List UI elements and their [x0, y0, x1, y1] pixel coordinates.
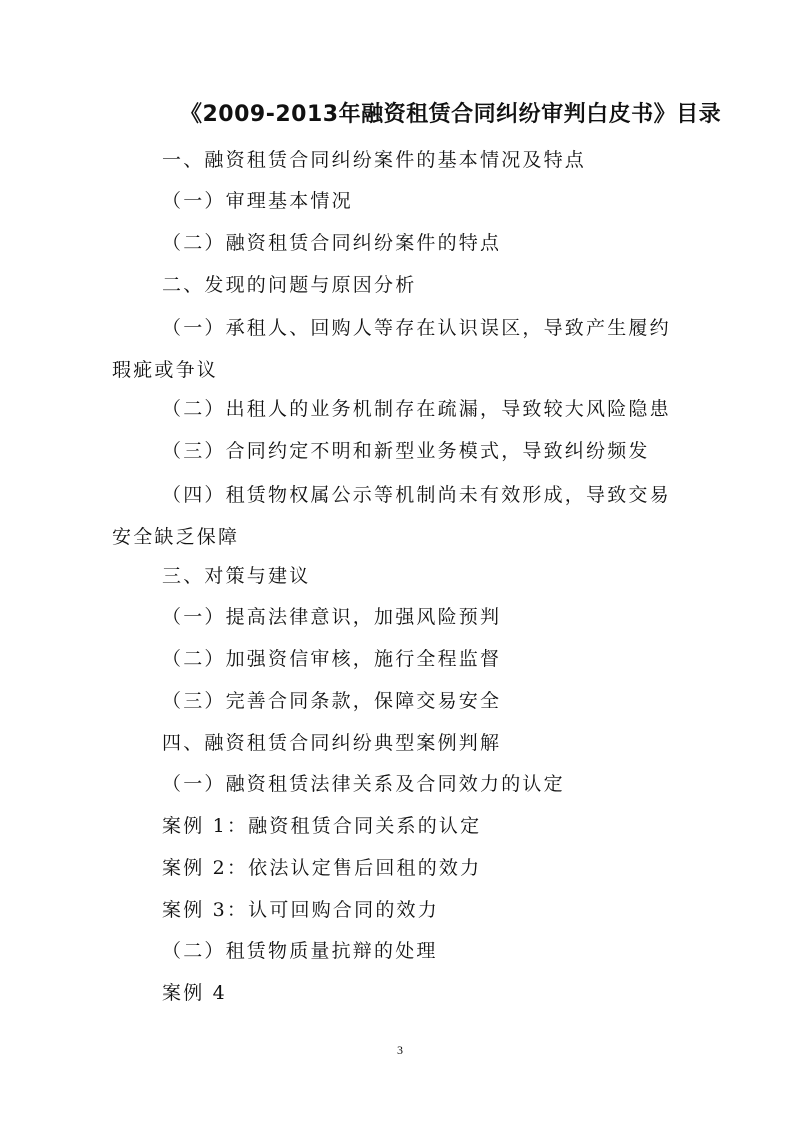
toc-entry-section-4: 四、融资租赁合同纠纷典型案例判解 [162, 732, 502, 754]
toc-entry-section-1-2: （二）融资租赁合同纠纷案件的特点 [162, 232, 502, 254]
toc-entry-section-1-1: （一）审理基本情况 [162, 190, 353, 212]
document-title: 《2009-2013年融资租赁合同纠纷审判白皮书》目录 [180, 102, 722, 127]
toc-entry-section-2: 二、发现的问题与原因分析 [162, 274, 417, 296]
toc-entry-section-4-2: （二）租赁物质量抗辩的处理 [162, 940, 438, 962]
toc-entry-section-2-4: （四）租赁物权属公示等机制尚未有效形成，导致交易安全缺乏保障 [112, 484, 671, 548]
page-number: 3 [397, 1043, 403, 1057]
toc-entry-section-2-1: （一）承租人、回购人等存在认识误区，导致产生履约瑕疵或争议 [112, 317, 671, 381]
toc-entry-case-3: 案例 3：认可回购合同的效力 [162, 899, 439, 921]
toc-entry-case-1: 案例 1：融资租赁合同关系的认定 [162, 815, 482, 837]
toc-entry-section-2-3: （三）合同约定不明和新型业务模式，导致纠纷频发 [162, 440, 650, 462]
toc-entry-section-4-1: （一）融资租赁法律关系及合同效力的认定 [162, 773, 565, 795]
toc-entry-section-3: 三、对策与建议 [162, 565, 311, 587]
toc-entry-section-3-3: （三）完善合同条款，保障交易安全 [162, 690, 502, 712]
toc-entry-section-1: 一、融资租赁合同纠纷案件的基本情况及特点 [162, 149, 587, 171]
toc-entry-section-3-1: （一）提高法律意识，加强风险预判 [162, 606, 502, 628]
toc-entry-case-4: 案例 4 [162, 982, 227, 1004]
toc-entry-section-3-2: （二）加强资信审核，施行全程监督 [162, 648, 502, 670]
toc-entry-section-2-2: （二）出租人的业务机制存在疏漏，导致较大风险隐患 [162, 398, 671, 420]
toc-entry-case-2: 案例 2：依法认定售后回租的效力 [162, 857, 482, 879]
